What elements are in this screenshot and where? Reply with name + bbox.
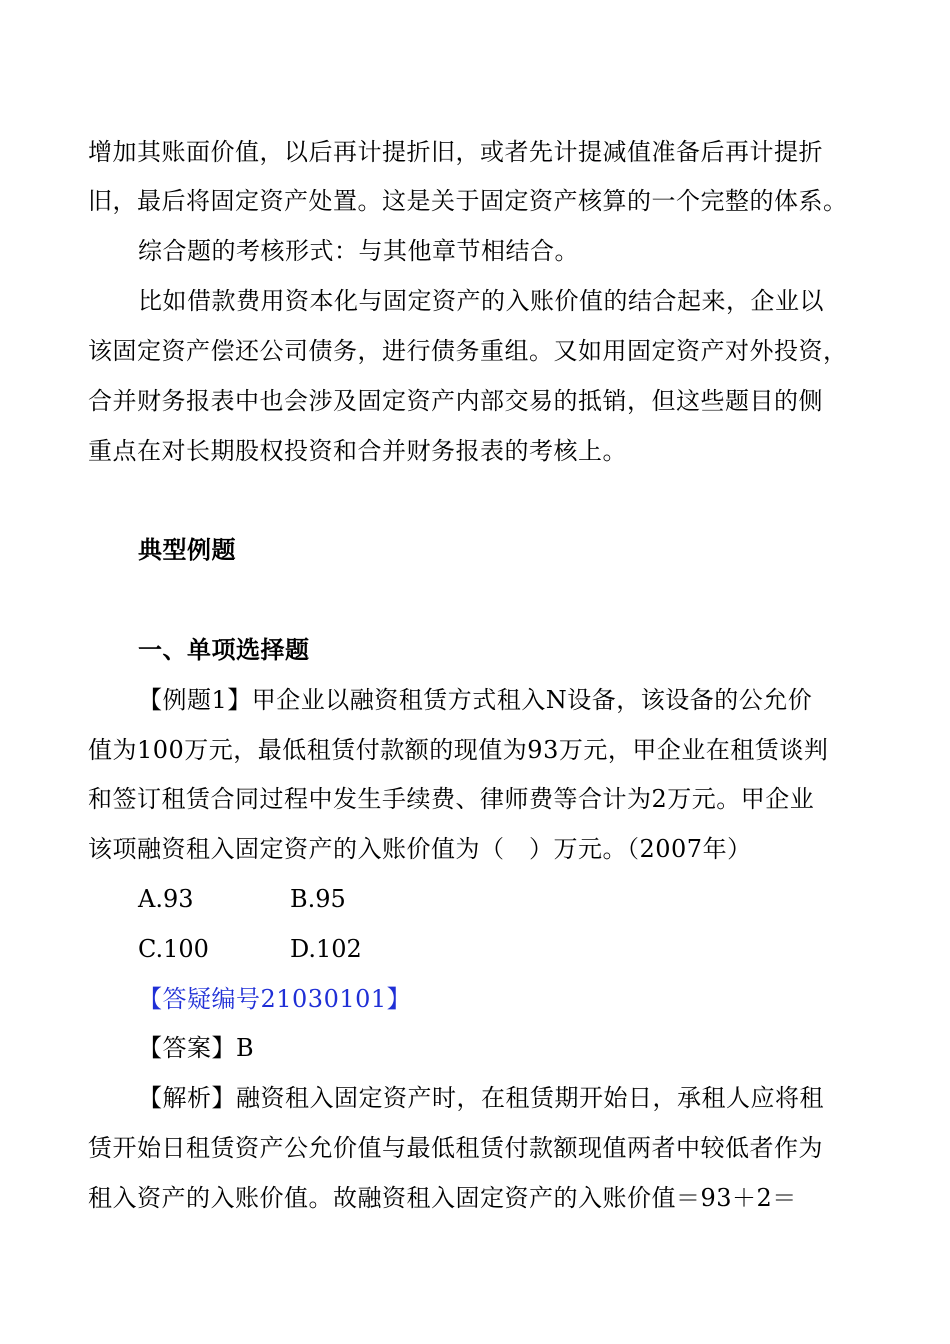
paragraph-line: 合并财务报表中也会涉及固定资产内部交易的抵销，但这些题目的侧 <box>88 387 823 415</box>
question-line: 值为100万元，最低租赁付款额的现值为93万元，甲企业在租赁谈判 <box>88 736 829 764</box>
option-b: B.95 <box>290 885 346 913</box>
question-line: 【例题1】甲企业以融资租赁方式租入N设备，该设备的公允价 <box>138 686 813 714</box>
query-id-link[interactable]: 【答疑编号21030101】 <box>138 985 412 1013</box>
paragraph-line: 旧，最后将固定资产处置。这是关于固定资产核算的一个完整的体系。 <box>88 187 848 215</box>
paragraph-line: 增加其账面价值，以后再计提折旧，或者先计提减值准备后再计提折 <box>88 138 823 166</box>
analysis-line: 租入资产的入账价值。故融资租入固定资产的入账价值＝93＋2＝ <box>88 1184 797 1212</box>
analysis-line: 赁开始日租赁资产公允价值与最低租赁付款额现值两者中较低者作为 <box>88 1134 823 1162</box>
option-a: A.93 <box>138 885 194 913</box>
option-d: D.102 <box>290 935 362 963</box>
answer-line: 【答案】B <box>138 1034 255 1062</box>
analysis-line: 【解析】融资租入固定资产时，在租赁期开始日，承租人应将租 <box>138 1084 824 1112</box>
paragraph-line: 比如借款费用资本化与固定资产的入账价值的结合起来，企业以 <box>138 287 824 315</box>
subsection-heading: 一、单项选择题 <box>138 635 310 664</box>
paragraph-line: 综合题的考核形式：与其他章节相结合。 <box>138 237 579 265</box>
question-line: 和签订租赁合同过程中发生手续费、律师费等合计为2万元。甲企业 <box>88 785 815 813</box>
paragraph-line: 重点在对长期股权投资和合并财务报表的考核上。 <box>88 437 627 465</box>
option-c: C.100 <box>138 935 209 963</box>
paragraph-line: 该固定资产偿还公司债务，进行债务重组。又如用固定资产对外投资， <box>88 337 848 365</box>
question-line: 该项融资租入固定资产的入账价值为（ ）万元。（2007年） <box>88 835 752 863</box>
section-heading: 典型例题 <box>138 535 236 564</box>
